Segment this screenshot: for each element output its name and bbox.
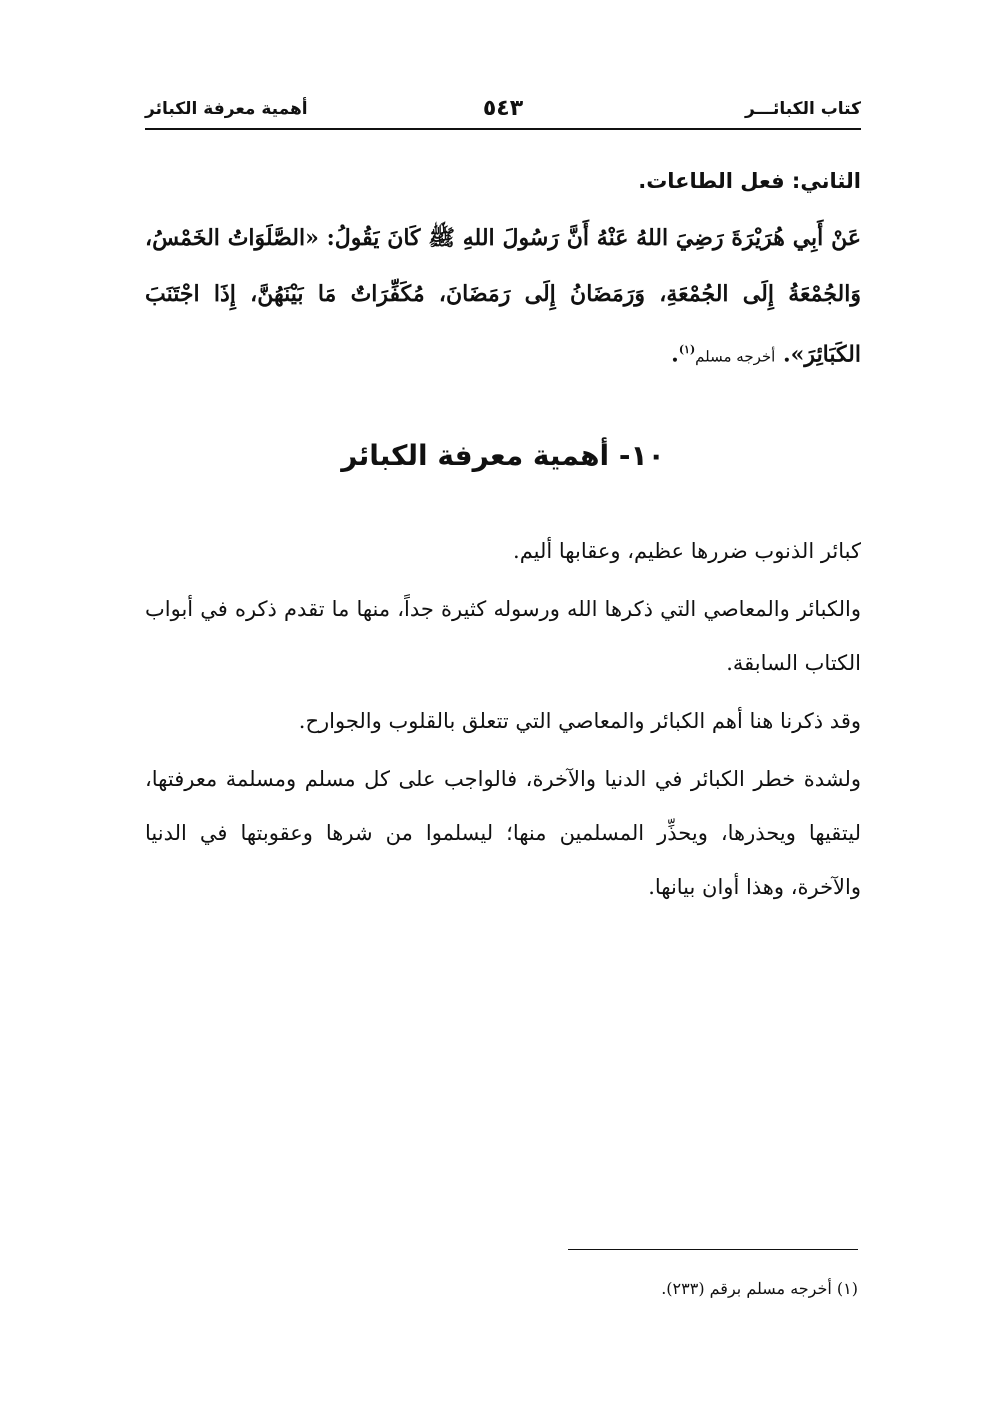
- section-title: أهمية معرفة الكبائر: [145, 99, 308, 119]
- hadith-paragraph: [145, 210, 861, 384]
- hadith-source: أخرجه مسلم: [695, 347, 776, 366]
- running-header: [145, 96, 861, 132]
- paragraph-4: ولشدة خطر الكبائر في الدنيا والآخرة، فالواجب على كل مسلم ومسلمة معرفتها، ليتقيها ويحذرها، ويحذِّر المسلمين منها؛ ليسلموا من شرها وعقوبتها في الدنيا والآخرة، وهذا أوان بيانها.: [145, 767, 861, 900]
- chapter-body: [145, 524, 861, 914]
- footnote-1: (١) أخرجه مسلم برقم (٢٣٣).: [661, 1279, 858, 1298]
- subheading: الثاني: فعل الطاعات.: [638, 169, 861, 193]
- paragraph-1: كبائر الذنوب ضررها عظيم، وعقابها أليم.: [513, 539, 861, 564]
- paragraph-3: وقد ذكرنا هنا أهم الكبائر والمعاصي التي تتعلق بالقلوب والجوارح.: [298, 709, 861, 734]
- page-content: [145, 160, 861, 918]
- chapter-title: ١٠- أهمية معرفة الكبائر: [341, 439, 665, 473]
- page-number: ٥٤٣: [482, 96, 524, 121]
- paragraph-2: والكبائر والمعاصي التي ذكرها الله ورسوله كثيرة جداً، منها ما تقدم ذكره في أبواب الكتاب السابقة.: [145, 597, 861, 676]
- footnote-reference[interactable]: (١): [678, 343, 696, 356]
- hadith-end: .: [671, 341, 679, 368]
- book-title: كتاب الكبائـــر: [744, 99, 861, 119]
- footnote-divider: [568, 1249, 858, 1250]
- hadith-text: عَنْ أَبِي هُرَيْرَةَ رَضِيَ اللهُ عَنْهُ أَنَّ رَسُولَ اللهِ ﷺ كَانَ يَقُولُ: «الصَّلَوَاتُ الخَمْسُ، وَالجُمْعَةُ إِلَى الجُمْعَةِ، وَرَمَضَانُ إِلَى رَمَضَانَ، مُكَفِّرَاتٌ مَا بَيْنَهُنَّ، إِذَا اجْتَنَبَ الكَبَائِرَ».: [145, 225, 861, 368]
- header-divider: [145, 128, 861, 130]
